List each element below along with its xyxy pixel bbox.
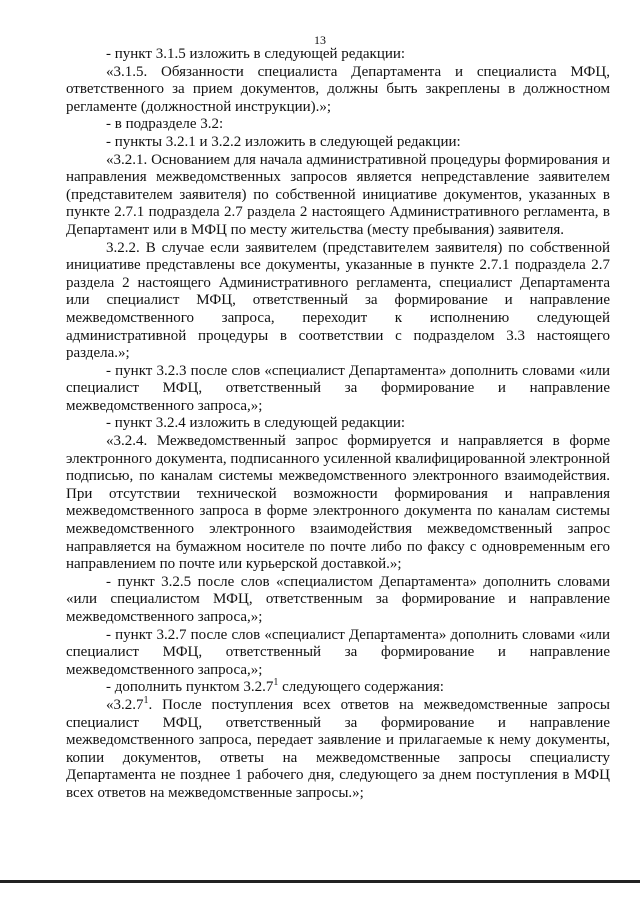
page-number: 13: [314, 33, 326, 47]
paragraph: [66, 694, 610, 803]
paragraph: - пункт 3.2.7 после слов «специалист Департамента» дополнить словами «или специалист МФЦ, ответственный за формирование и направление межведомственного запроса,»;: [66, 626, 610, 678]
paragraph: - пункт 3.2.3 после слов «специалист Департамента» дополнить словами «или специалист МФЦ, ответственный за формирование и направление межведомственного запроса,»;: [66, 362, 610, 414]
paragraph: - пункты 3.2.1 и 3.2.2 изложить в следующей редакции:: [106, 133, 461, 150]
paragraph-text: «3.2.7: [106, 696, 144, 713]
paragraph: «3.2.4. Межведомственный запрос формируется и направляется в форме электронного документа, подписанного усиленной квалифицированной электронной подписью, по каналам системы межведомственного электронного взаимодействия. При отсутствии технической возможности формирования и направления межведомственного запроса в форме электронного документа по каналам системы межведомственного электронного взаимодействия межведомственный запрос направляется на бумажном носителе по почте либо по факсу с одновременным его направлением по почте или курьерской доставкой.»;: [66, 433, 610, 573]
superscript-mark: 1: [273, 677, 279, 689]
paragraph: «3.2.1. Основанием для начала административной процедуры формирования и направления межведомственных запросов является непредставление заявителем (представителем заявителя) по собственной инициативе документов, указанных в пункте 2.7.1 подраздела 2.7 раздела 2 настоящего Административного регламента, в Департамент или в МФЦ по месту жительства (месту пребывания) заявителя.: [66, 151, 610, 238]
paragraph: 3.2.2. В случае если заявителем (представителем заявителя) по собственной инициативе представлены все документы, указанные в пункте 2.7.1 подраздела 2.7 раздела 2 настоящего Административного регламента, специалист Департамента или специалист МФЦ, ответственный за формирование и направление межведомственного запроса, переходит к исполнению следующей административной процедуры в соответствии с подразделом 3.3 настоящего раздела.»;: [66, 239, 610, 362]
paragraph: - пункт 3.2.4 изложить в следующей редакции:: [106, 415, 406, 432]
paragraph-text: - дополнить пунктом 3.2.7: [106, 679, 274, 696]
paragraph: «3.1.5. Обязанности специалиста Департамента и специалиста МФЦ, ответственного за прием документов, должны быть закреплены в должностном регламенте (должностной инструкции).»;: [66, 63, 610, 115]
paragraph: - в подразделе 3.2:: [106, 116, 224, 133]
paragraph: - пункт 3.1.5 изложить в следующей редакции:: [106, 46, 406, 62]
bottom-border-line: [0, 880, 640, 883]
document-body: [66, 46, 610, 803]
paragraph: - пункт 3.2.5 после слов «специалистом Департамента» дополнить словами «или специалистом МФЦ, ответственным за формирование и направление межведомственного запроса,»;: [66, 573, 610, 625]
superscript-mark: 1: [143, 694, 149, 706]
paragraph-text: следующего содержания:: [278, 679, 444, 696]
paragraph-text: . После поступления всех ответов на межведомственные запросы специалист МФЦ, ответственный за формирование и направление межведомственного запроса, передает заявление и прилагаемые к нему документы, копии документов, ответы на межведомственные запросы специалисту Департамента не позднее 1 рабочего дня, следующего за днем поступления в МФЦ всех ответов на межведомственные запросы.»;: [66, 696, 610, 801]
